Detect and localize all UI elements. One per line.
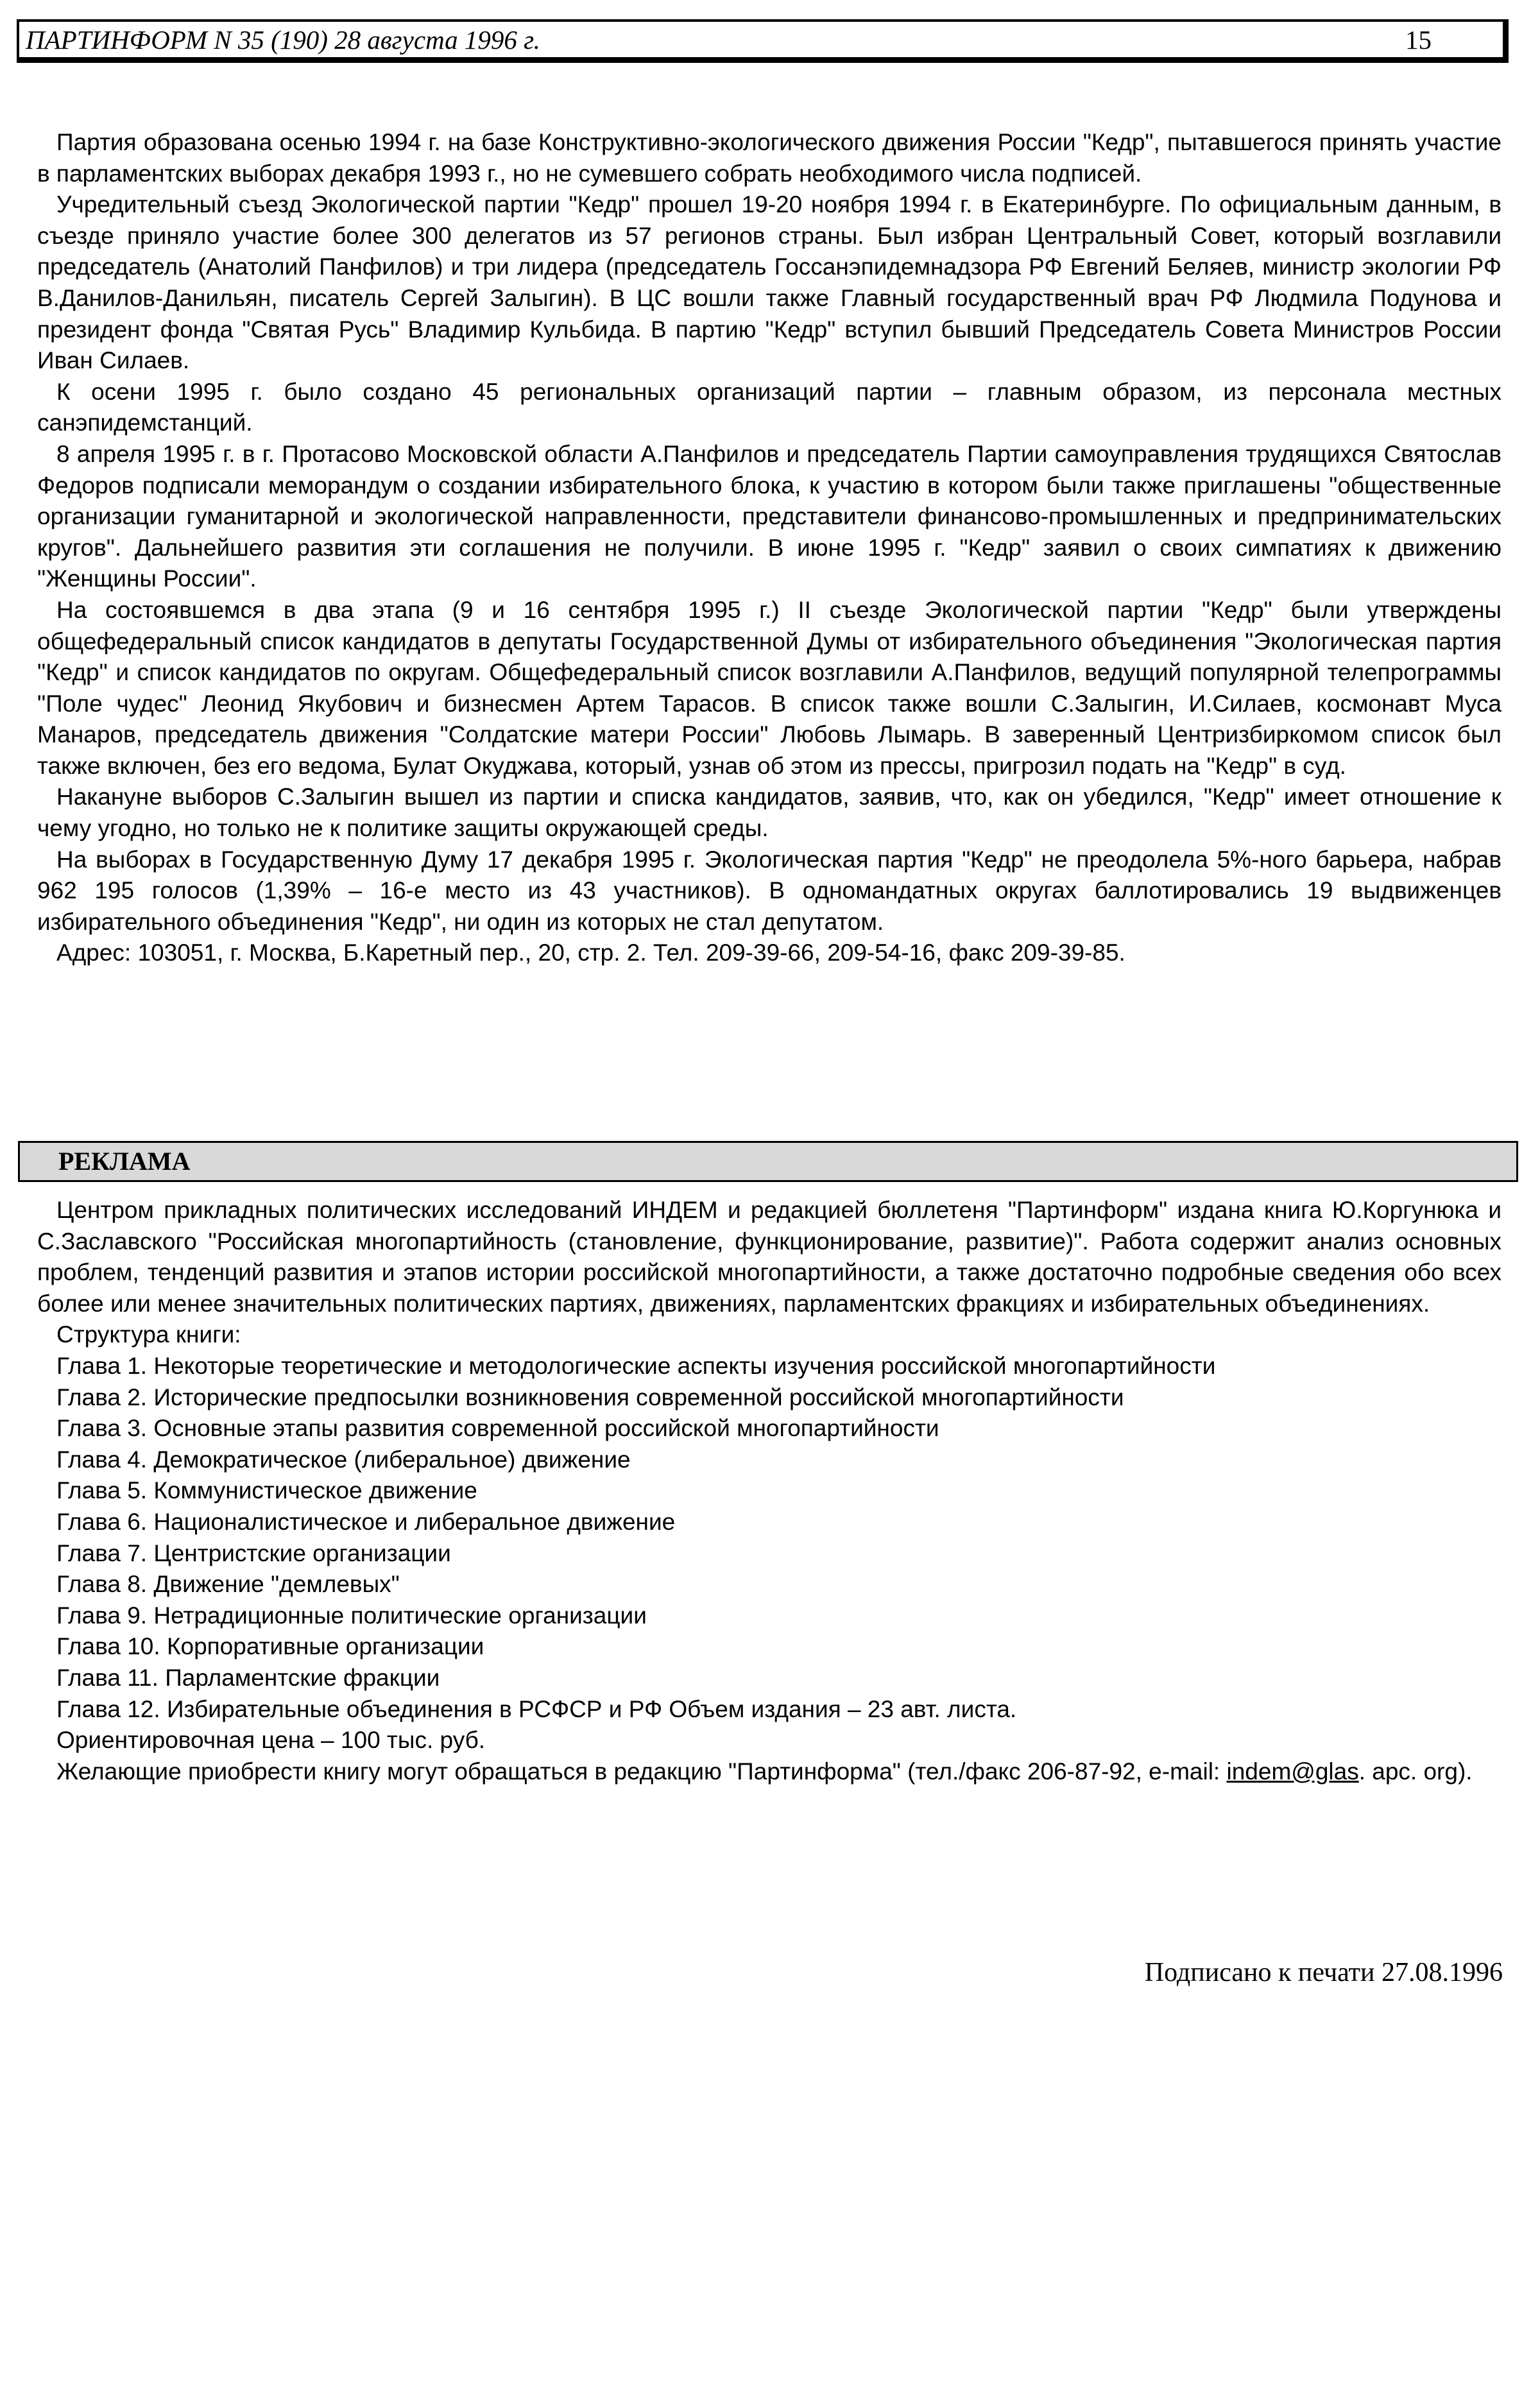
chapter-item: Глава 12. Избирательные объединения в РСФСР и РФ Объем издания – 23 авт. листа.	[56, 1695, 1017, 1722]
chapter-item: Глава 8. Движение "демлевых"	[56, 1571, 400, 1598]
chapter-item: Глава 1. Некоторые теоретические и методологические аспекты изучения российской многопартийности	[56, 1352, 1216, 1379]
contact-paragraph	[37, 1756, 1502, 1788]
article-address: Адрес: 103051, г. Москва, Б.Каретный пер., 20, стр. 2. Тел. 209-39-66, 209-54-16, факс 209-39-85.	[56, 939, 1125, 966]
chapter-item: Глава 7. Центристские организации	[56, 1539, 451, 1566]
contact-email-tail: . apc. org).	[1358, 1758, 1473, 1785]
chapter-item: Глава 2. Исторические предпосылки возникновения современной российской многопартийности	[56, 1384, 1124, 1410]
article-paragraph: 8 апреля 1995 г. в г. Протасово Московской области А.Панфилов и председатель Партии самоуправления трудящихся Святослав Федоров подписали меморандум о создании избирательного блока, к участию в котором были также приглашены "общественные организации гуманитарной и экологической направленности, представители финансово-промышленных и предпринимательских кругов". Дальнейшего развития эти соглашения не получили. В июне 1995 г. "Кедр" заявил о своих симпатиях к движению "Женщины России".	[37, 440, 1502, 592]
article-paragraph: На выборах в Государственную Думу 17 декабря 1995 г. Экологическая партия "Кедр" не преодолела 5%-ного барьера, набрав 962 195 голосов (1,39% – 16-е место из 43 участников). В одномандатных округах баллотировались 19 выдвиженцев избирательного объединения "Кедр", ни один из которых не стал депутатом.	[37, 846, 1502, 935]
party-article	[37, 127, 1502, 969]
book-price: Ориентировочная цена – 100 тыс. руб.	[56, 1727, 486, 1754]
article-paragraph: Накануне выборов С.Залыгин вышел из партии и списка кандидатов, заявив, что, как он убедился, "Кедр" имеет отношение к чему угодно, но только не к политике защиты окружающей среды.	[37, 784, 1502, 842]
publication-title: ПАРТИНФОРМ N 35 (190) 28 августа 1996 г.	[26, 25, 540, 55]
chapter-item: Глава 11. Парламентские фракции	[56, 1664, 440, 1691]
chapter-list	[37, 1351, 1502, 1725]
book-structure-label: Структура книги:	[56, 1321, 241, 1348]
chapter-item: Глава 10. Корпоративные организации	[56, 1633, 484, 1660]
article-paragraph: К осени 1995 г. было создано 45 региональных организаций партии – главным образом, из персонала местных санэпидемстанций.	[37, 378, 1502, 436]
page-number: 15	[1405, 25, 1432, 55]
article-paragraph: На состоявшемся в два этапа (9 и 16 сентября 1995 г.) II съезде Экологической партии "Кедр" были утверждены общефедеральный список кандидатов в депутаты Государственной Думы от избирательного объединения "Экологическая партия "Кедр" и список кандидатов по округам. Общефедеральный список возглавили А.Панфилов, ведущий популярной телепрограммы "Поле чудес" Леонид Якубович и бизнесмен Артем Тарасов. В список также вошли С.Залыгин, И.Силаев, космонавт Муса Манаров, председатель движения "Солдатские матери России" Любовь Лымарь. В заверенный Центризбиркомом список был также включен, без его ведома, Булат Окуджава, который, узнав об этом из прессы, пригрозил подать на "Кедр" в суд.	[37, 596, 1502, 779]
article-paragraph: Партия образована осенью 1994 г. на базе Конструктивно-экологического движения России "Кедр", пытавшегося принять участие в парламентских выборах декабря 1993 г., но не сумевшего собрать необходимого числа подписей.	[37, 129, 1502, 187]
article-paragraph: Учредительный съезд Экологической партии "Кедр" прошел 19-20 ноября 1994 г. в Екатеринбурге. По официальным данным, в съезде приняло участие более 300 делегатов из 57 регионов страны. Был избран Центральный Совет, который возглавили председатель (Анатолий Панфилов) и три лидера (председатель Госсанэпидемнадзора РФ Евгений Беляев, министр экологии РФ В.Данилов-Данильян, писатель Сергей Залыгин). В ЦС вошли также Главный государственный врач РФ Людмила Подунова и президент фонда "Святая Русь" Владимир Кульбида. В партию "Кедр" вступил бывший Председатель Совета Министров России Иван Силаев.	[37, 191, 1502, 374]
chapter-item: Глава 4. Демократическое (либеральное) движение	[56, 1446, 631, 1473]
contact-email-link[interactable]: indem@glas	[1226, 1758, 1359, 1785]
advertisement-block	[37, 1195, 1502, 1787]
contact-text: Желающие приобрести книгу могут обращаться в редакцию "Партинформа" (тел./факс 206-87-92, e-mail:	[56, 1758, 1220, 1785]
chapter-item: Глава 6. Националистическое и либеральное движение	[56, 1508, 676, 1535]
chapter-item: Глава 3. Основные этапы развития современной российской многопартийности	[56, 1415, 939, 1442]
chapter-item: Глава 9. Нетрадиционные политические организации	[56, 1602, 647, 1629]
signed-for-print-note: Подписано к печати 27.08.1996	[1144, 1958, 1503, 1987]
page-header	[17, 19, 1509, 63]
ad-intro: Центром прикладных политических исследований ИНДЕМ и редакцией бюллетеня "Партинформ" издана книга Ю.Коргунюка и С.Заславского "Российская многопартийность (становление, функционирование, развитие)". Работа содержит анализ основных проблем, тенденций развития и этапов истории российской многопартийности, а также достаточно подробные сведения обо всех более или менее значительных политических партиях, движениях, парламентских фракциях и избирательных объединениях.	[37, 1197, 1502, 1317]
chapter-item: Глава 5. Коммунистическое движение	[56, 1477, 477, 1504]
section-heading-advertisement: РЕКЛАМА	[18, 1141, 1518, 1182]
